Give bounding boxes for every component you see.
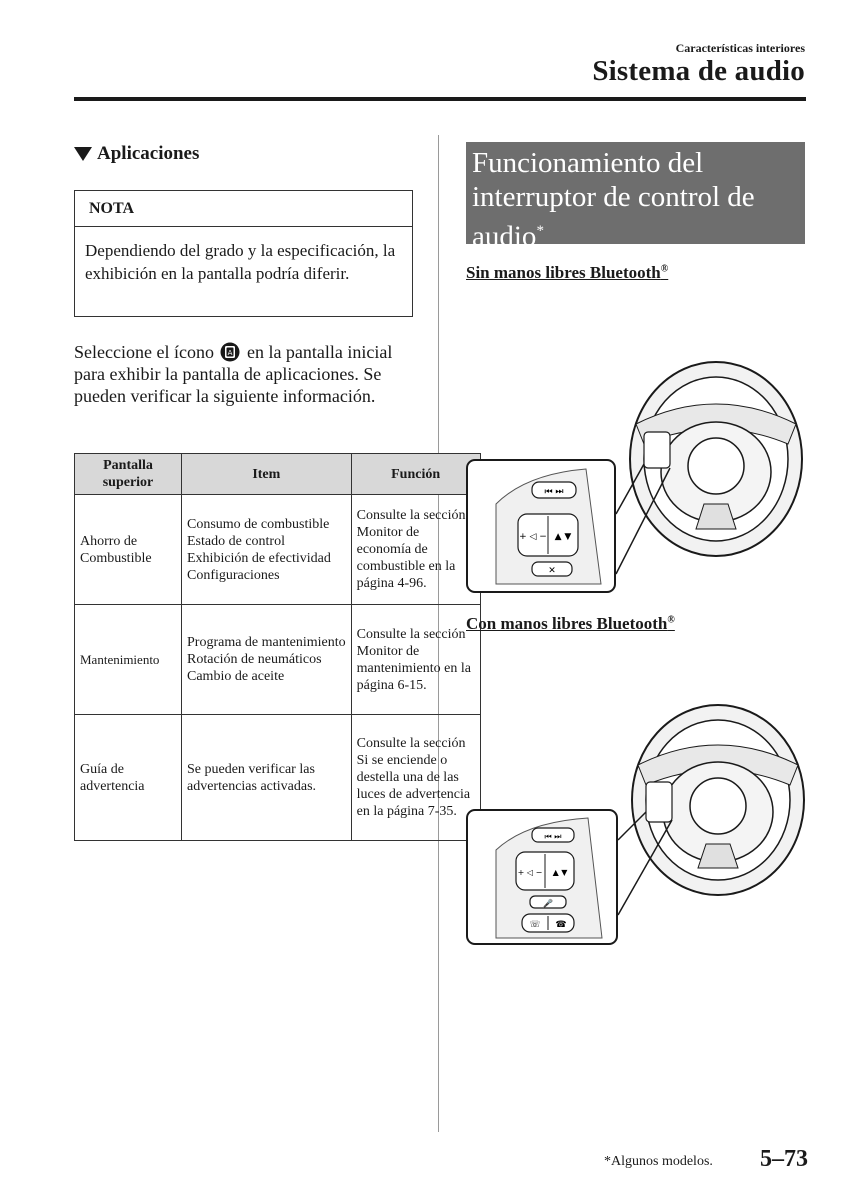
svg-text:✕: ✕ — [548, 566, 556, 576]
table-cell-top-screen: Ahorro de Combustible — [75, 495, 182, 605]
caption-text: Con manos libres Bluetooth — [466, 614, 668, 633]
intro-text-end: en la pantalla inicial para exhibir la pantalla de aplicaciones. Se pueden verificar la siguiente información. — [74, 342, 393, 406]
svg-text:🎤: 🎤 — [543, 899, 553, 908]
table-header: Función — [351, 454, 480, 495]
table-header-row — [75, 454, 481, 495]
table-cell-items — [182, 605, 352, 715]
svg-text:⏮ ⏭: ⏮ ⏭ — [544, 487, 564, 497]
table-row — [75, 715, 481, 841]
item-line: Rotación de neumáticos — [187, 652, 322, 667]
figure-caption-with-bluetooth — [466, 614, 675, 634]
table-cell-function: Consulte la sección Monitor de economía de combustible en la página 4-96. — [351, 495, 480, 605]
table-cell-function: Consulte la sección Monitor de mantenimiento en la página 6-15. — [351, 605, 480, 715]
svg-text:+ ◁ −: + ◁ − — [519, 532, 547, 542]
chapter-title: Sistema de audio — [592, 55, 805, 87]
svg-text:+ ◁ −: + ◁ − — [517, 868, 543, 877]
footnote: *Algunos modelos. — [604, 1154, 713, 1169]
caption-text: Sin manos libres Bluetooth — [466, 263, 661, 282]
intro-text-start: Seleccione el ícono — [74, 342, 214, 362]
section-title: Funcionamiento del interruptor de control de audio — [472, 147, 755, 253]
applications-table — [74, 453, 481, 841]
page-number: 5–73 — [760, 1146, 808, 1172]
applications-heading — [74, 143, 199, 165]
item-line: Configuraciones — [187, 567, 280, 583]
table-header: Pantalla superior — [75, 454, 182, 495]
header-rule — [74, 97, 806, 101]
steering-wheel-figure-with-bluetooth — [466, 700, 806, 946]
registered-mark: ® — [660, 263, 669, 275]
svg-text:☏: ☏ — [529, 920, 541, 930]
svg-text:▲ ▼: ▲ ▼ — [552, 868, 568, 877]
steering-wheel-figure-without-bluetooth — [466, 354, 806, 594]
table-cell-top-screen: Mantenimiento — [75, 605, 182, 715]
applications-icon — [220, 342, 240, 362]
triangle-bullet-icon — [74, 147, 92, 161]
note-box — [74, 190, 413, 317]
item-line: Programa de mantenimiento — [187, 635, 346, 650]
figure-caption-without-bluetooth — [466, 263, 668, 283]
item-line: Consumo de combustible — [187, 516, 330, 532]
asterisk-mark: * — [536, 223, 544, 239]
svg-text:☎: ☎ — [555, 920, 567, 930]
section-title-box — [466, 142, 805, 253]
table-cell-items — [182, 495, 352, 605]
note-body: Dependiendo del grado y la especificación, la exhibición en la pantalla podría diferir. — [85, 241, 396, 283]
svg-text:⏮ ⏭: ⏮ ⏭ — [544, 832, 562, 841]
svg-text:A: A — [228, 349, 233, 357]
section-label: Características interiores — [675, 41, 805, 55]
note-title: NOTA — [75, 191, 412, 227]
item-line: Cambio de aceite — [187, 669, 285, 684]
intro-paragraph — [74, 341, 414, 407]
item-line: Exhibición de efectividad — [187, 550, 331, 566]
table-cell-function: Consulte la sección Si se enciende o destella una de las luces de advertencia en la página 7-35. — [351, 715, 480, 841]
registered-mark: ® — [667, 614, 675, 626]
table-cell-items: Se pueden verificar las advertencias activadas. — [182, 715, 352, 841]
svg-text:▲ ▼: ▲ ▼ — [554, 532, 572, 542]
table-header: Item — [182, 454, 352, 495]
table-row — [75, 495, 481, 605]
item-line: Estado de control — [187, 533, 285, 549]
table-row — [75, 605, 481, 715]
applications-heading-text: Aplicaciones — [97, 143, 200, 164]
table-cell-top-screen: Guía de advertencia — [75, 715, 182, 841]
